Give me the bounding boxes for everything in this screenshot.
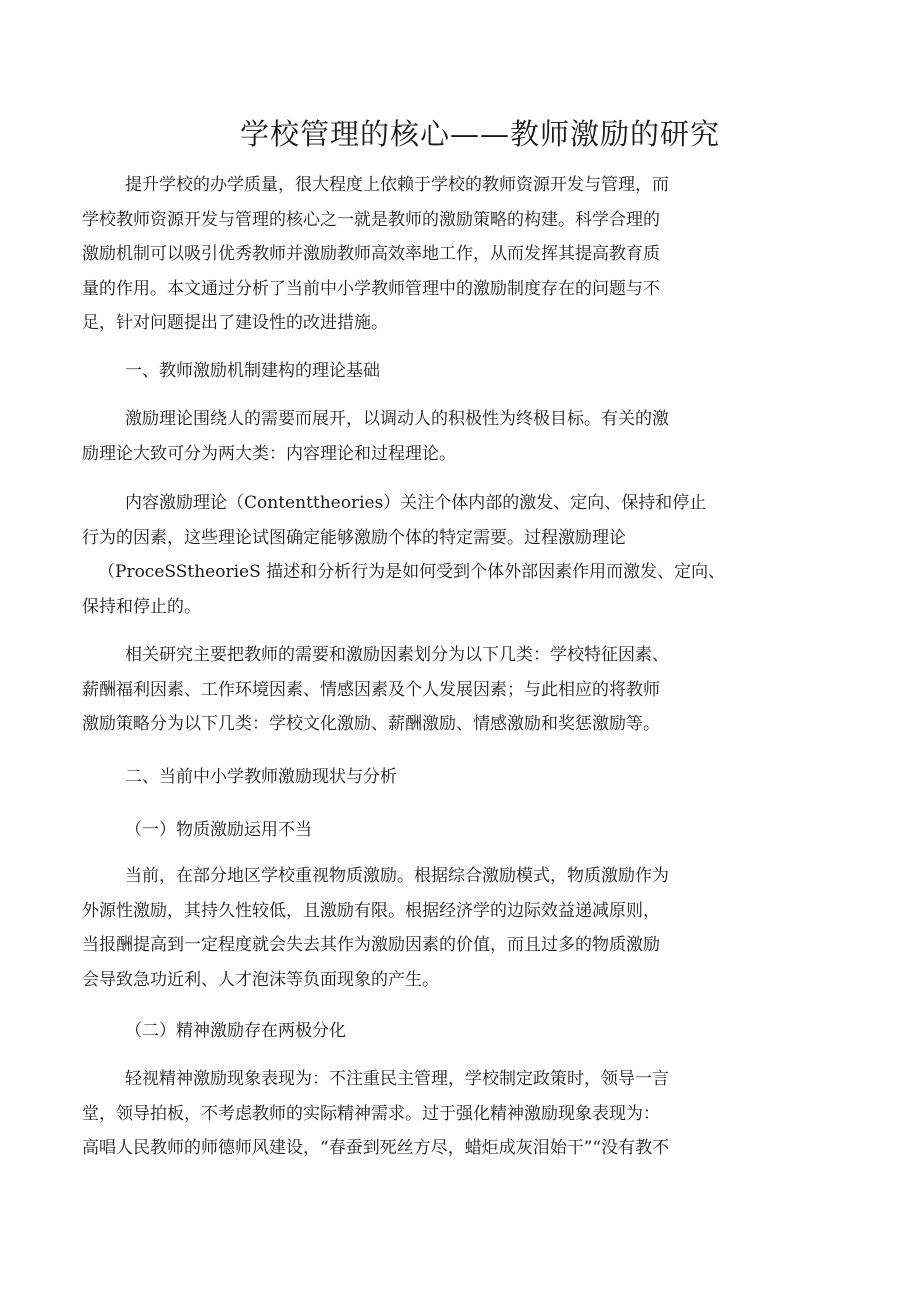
text-line: 高唱人民教师的师德师风建设，“春蚕到死丝方尽，蜡炬成灰泪始干”“没有教不 — [82, 1138, 670, 1158]
text-line: 足，针对问题提出了建设性的改进措施。 — [82, 313, 388, 333]
text-line: 内容激励理论（Contenttheories）关注个体内部的激发、定向、保持和停止 — [125, 493, 707, 513]
paragraph-theory — [82, 402, 782, 471]
text-line: 外源性激励，其持久性较低，且激励有限。根据经济学的边际效益递减原则， — [82, 900, 660, 921]
text-line: 保持和停止的。 — [82, 596, 201, 617]
text-line: 励理论大致可分为两大类：内容理论和过程理论。 — [82, 443, 456, 464]
text-line: 学校教师资源开发与管理的核心之一就是教师的激励策略的构建。科学合理的 — [82, 209, 660, 230]
text-line: 薪酬福利因素、工作环境因素、情感因素及个人发展因素；与此相应的将教师 — [82, 679, 660, 700]
text-line: 行为的因素，这些理论试图确定能够激励个体的特定需要。过程激励理论 — [82, 527, 626, 548]
subsection-heading-1: （一）物质激励运用不当 — [125, 820, 312, 840]
paragraph-factors — [82, 638, 782, 742]
text-line: 激励策略分为以下几类：学校文化激励、薪酬激励、情感激励和奖惩激励等。 — [82, 714, 660, 734]
section-heading-2: 二、当前中小学教师激励现状与分析 — [125, 767, 397, 787]
text-line: （ProceSStheorieS 描述和分析行为是如何受到个体外部因素作用而激发、定向、 — [98, 562, 726, 582]
paragraph-material — [82, 859, 782, 997]
text-line: 当前，在部分地区学校重视物质激励。根据综合激励模式，物质激励作为 — [125, 866, 669, 886]
text-line: 提升学校的办学质量，很大程度上依赖于学校的教师资源开发与管理，而 — [125, 175, 669, 195]
paragraph-spiritual — [82, 1062, 782, 1166]
text-line: 当报酬提高到一定程度就会失去其作为激励因素的价值，而且过多的物质激励 — [82, 935, 660, 955]
text-line: 相关研究主要把教师的需要和激励因素划分为以下几类：学校特征因素、 — [125, 645, 669, 665]
text-line: 堂，领导拍板，不考虑教师的实际精神需求。过于强化精神激励现象表现为： — [82, 1103, 660, 1124]
text-line: 会导致急功近利、人才泡沫等负面现象的产生。 — [82, 969, 439, 990]
text-line: 激励机制可以吸引优秀教师并激励教师高效率地工作，从而发挥其提高教育质 — [82, 244, 660, 264]
section-heading-1: 一、教师激励机制建构的理论基础 — [125, 361, 380, 381]
paragraph-intro — [82, 168, 782, 341]
paragraph-content-theory — [82, 486, 782, 624]
subsection-heading-2: （二）精神激励存在两极分化 — [125, 1021, 346, 1041]
text-line: 轻视精神激励现象表现为：不注重民主管理，学校制定政策时，领导一言 — [125, 1069, 669, 1089]
text-line: 激励理论围绕人的需要而展开，以调动人的积极性为终极目标。有关的激 — [125, 409, 669, 429]
document-title: 学校管理的核心——教师激励的研究 — [240, 117, 721, 151]
text-line: 量的作用。本文通过分析了当前中小学教师管理中的激励制度存在的问题与不 — [82, 278, 660, 299]
